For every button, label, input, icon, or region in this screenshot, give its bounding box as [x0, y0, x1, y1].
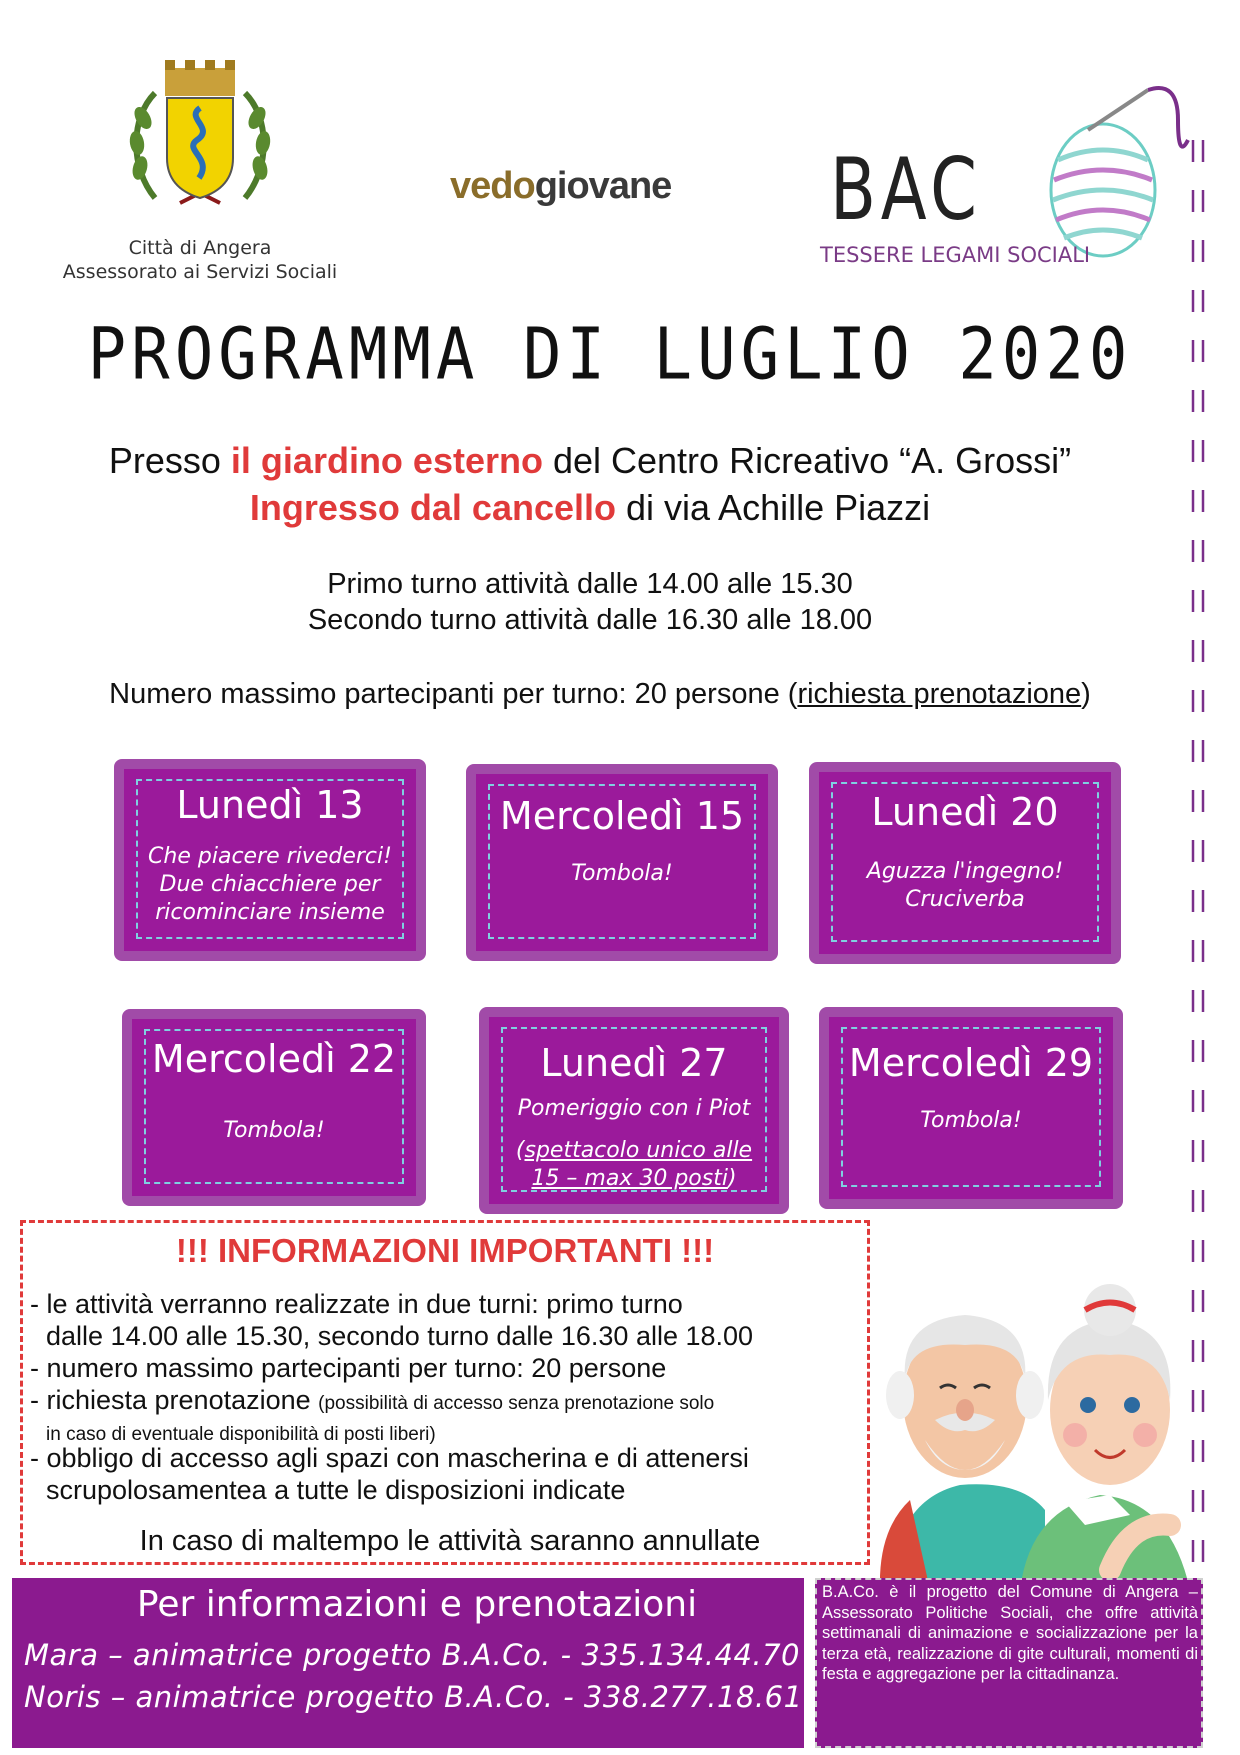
activity-card-mercoledi-15: [462, 760, 782, 965]
show-note: (spettacolo unico alle 15 – max 30 posti): [515, 1138, 753, 1191]
card-description: Aguzza l'ingegno! Cruciverba: [866, 859, 1064, 912]
city-crest-logo: [125, 58, 275, 218]
contacts-title: Per informazioni e prenotazioni: [136, 1584, 698, 1625]
activity-card-lunedi-27: [475, 1003, 793, 1218]
important-info-title: !!! INFORMAZIONI IMPORTANTI !!!: [175, 1232, 715, 1269]
info-bullet-mask: - obbligo di accesso agli spazi con mascherina e di attenersi scrupolosamentea a tutte le disposizioni indicate: [30, 1443, 749, 1505]
bad-weather-notice: In caso di maltempo le attività saranno annullate: [139, 1525, 761, 1557]
card-day: Mercoledì 22: [151, 1037, 397, 1081]
location-line-2: Ingresso dal cancello di via Achille Piazzi: [249, 487, 931, 528]
card-description: Tombola!: [223, 1118, 325, 1143]
page-title: PROGRAMMA DI LUGLIO 2020: [87, 313, 1133, 397]
card-day: Lunedì 27: [540, 1041, 728, 1085]
activity-card-mercoledi-29: [815, 1003, 1127, 1213]
location-line-1: Presso il giardino esterno del Centro Ricreativo “A. Grossi”: [108, 440, 1072, 481]
assessorato-line: Assessorato ai Servizi Sociali: [62, 261, 338, 283]
contact-mara: Mara – animatrice progetto B.A.Co. - 335.134.44.70: [24, 1638, 801, 1672]
activity-card-lunedi-20: [805, 758, 1125, 968]
info-bullet-booking: - richiesta prenotazione (possibilità di accesso senza prenotazione solo in caso di eventuale disponibilità di posti liberi): [30, 1385, 715, 1445]
giovane-text: giovane: [534, 165, 672, 207]
baco-logo-text: BAC: [830, 140, 982, 240]
info-bullet-shifts: - le attività verranno realizzate in due turni: primo turno dalle 14.00 alle 15.30, secondo turno dalle 16.30 alle 18.00: [30, 1289, 754, 1351]
card-day: Lunedì 13: [176, 783, 364, 827]
vedogiovane-logo: [450, 165, 671, 208]
max-participants: Numero massimo partecipanti per turno: 20 persone (richiesta prenotazione): [109, 678, 1091, 710]
info-bullet-max: - numero massimo partecipanti per turno: 20 persone: [30, 1353, 667, 1383]
card-description: Tombola!: [571, 861, 673, 886]
card-description: Pomeriggio con i Piot: [517, 1096, 751, 1121]
about-baco-text: B.A.Co. è il progetto del Comune di Angera – Assessorato Politiche Sociali, che offre attività settimanali di animazione e socializzazione per la terza età, realizzazione di gite culturali, momenti di festa e aggregazione per la cittadinanza.: [822, 1583, 1198, 1683]
card-day: Lunedì 20: [871, 790, 1059, 834]
city-name: [50, 236, 350, 284]
city-line: Città di Angera: [128, 237, 272, 259]
booking-required-text: richiesta prenotazione: [797, 678, 1082, 710]
vedo-text: vedo: [450, 165, 535, 207]
baco-tagline: TESSERE LEGAMI SOCIALI: [820, 243, 1091, 267]
card-day: Mercoledì 29: [848, 1041, 1094, 1085]
activity-card-mercoledi-22: [118, 1005, 430, 1210]
yarn-ball-icon: [1028, 80, 1198, 260]
card-description: Che piacere rivederci! Due chiacchiere per ricominciare insieme: [148, 844, 392, 925]
elderly-couple-illustration: [870, 1270, 1200, 1590]
second-shift: Secondo turno attività dalle 16.30 alle 18.00: [307, 604, 873, 636]
first-shift: Primo turno attività dalle 14.00 alle 15.30: [327, 568, 853, 600]
activity-card-lunedi-13: [110, 755, 430, 965]
contact-noris: Noris – animatrice progetto B.A.Co. - 338.277.18.61: [24, 1680, 803, 1714]
card-description: Tombola!: [920, 1108, 1022, 1133]
card-day: Mercoledì 15: [499, 794, 745, 838]
